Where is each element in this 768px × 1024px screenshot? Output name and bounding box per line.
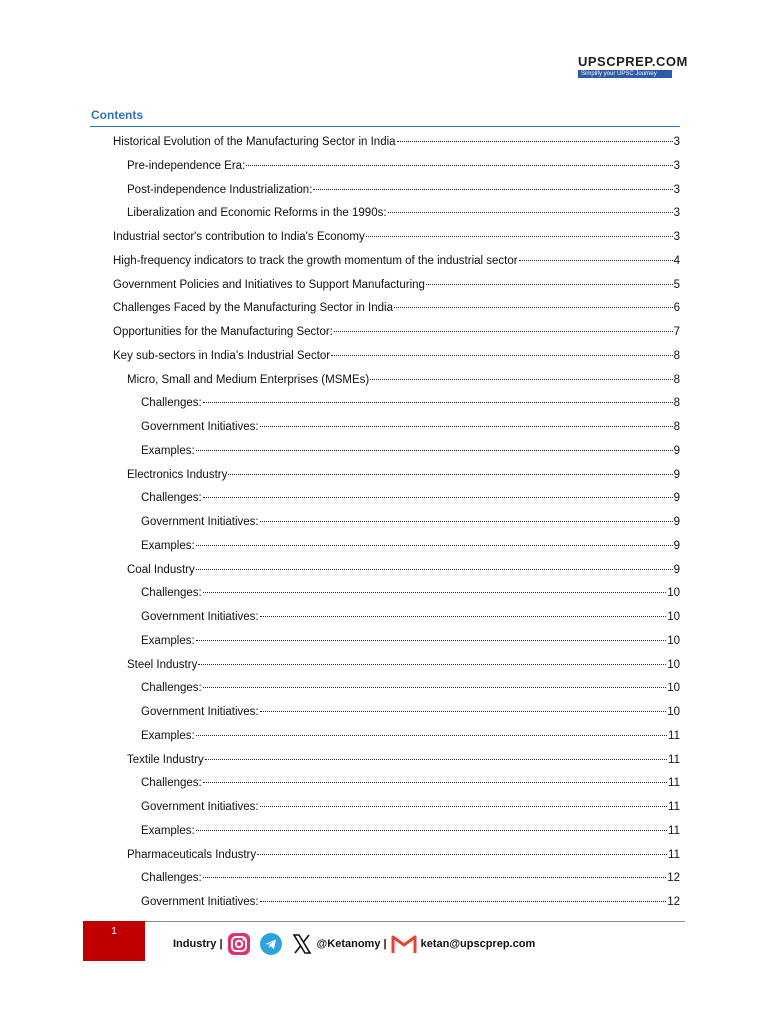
gmail-icon[interactable] [391, 933, 417, 955]
toc-entry-page: 7 [673, 326, 680, 338]
toc-entry[interactable] [113, 275, 680, 295]
toc-leader-dots [313, 189, 672, 190]
toc-entry-page: 8 [673, 373, 680, 386]
toc-entry[interactable] [141, 512, 680, 532]
toc-entry-text: Challenges: [141, 587, 202, 600]
toc-entry[interactable] [127, 370, 680, 390]
toc-entry-text: Challenges: [141, 397, 202, 410]
toc-entry-page: 5 [673, 278, 680, 291]
toc-leader-dots [426, 284, 673, 285]
toc-entry[interactable] [127, 655, 680, 675]
footer-contacts [173, 926, 535, 962]
toc-entry-text: Examples: [141, 634, 195, 647]
toc-entry-page: 10 [667, 587, 680, 600]
x-twitter-icon[interactable] [291, 933, 313, 955]
toc-entry-page: 9 [673, 444, 680, 457]
toc-entry-text: Coal Industry [127, 563, 195, 576]
toc-leader-dots [394, 307, 673, 308]
toc-entry-page: 3 [673, 159, 680, 172]
toc-entry-text: Examples: [141, 444, 195, 457]
toc-entry[interactable] [113, 298, 680, 318]
toc-entry-page: 12 [667, 896, 680, 908]
page-number: 1 [111, 926, 117, 937]
toc-entry-page: 8 [673, 421, 680, 433]
toc-entry-text: Examples: [141, 729, 195, 742]
contents-rule [90, 126, 680, 127]
toc-entry[interactable] [127, 203, 680, 223]
toc-entry[interactable] [113, 322, 680, 342]
toc-entry-text: Textile Industry [127, 753, 204, 766]
toc-leader-dots [246, 165, 672, 166]
toc-entry[interactable] [141, 702, 680, 722]
toc-entry[interactable] [113, 251, 680, 271]
toc-entry-text: Government Policies and Initiatives to Support Manufacturing [113, 278, 425, 291]
toc-entry-text: Government Initiatives: [141, 706, 259, 718]
page-number-box [83, 921, 145, 961]
toc-leader-dots [203, 687, 666, 688]
toc-leader-dots [519, 260, 673, 261]
toc-entry-page: 9 [673, 539, 680, 552]
toc-entry[interactable] [113, 346, 680, 366]
toc-entry-page: 8 [673, 397, 680, 410]
toc-leader-dots [196, 735, 667, 736]
toc-entry-page: 9 [673, 516, 680, 528]
toc-entry[interactable] [141, 678, 680, 698]
toc-leader-dots [388, 212, 673, 213]
toc-entry-page: 3 [673, 136, 680, 148]
toc-leader-dots [228, 474, 672, 475]
toc-entry-page: 10 [667, 634, 680, 647]
toc-entry-page: 11 [668, 777, 680, 790]
toc-leader-dots [196, 830, 667, 831]
toc-entry-text: Challenges Faced by the Manufacturing Sector in India [113, 302, 393, 315]
toc-entry[interactable] [127, 560, 680, 580]
toc-entry-text: Government Initiatives: [141, 516, 259, 528]
toc-leader-dots [370, 379, 672, 380]
toc-leader-dots [260, 426, 673, 427]
toc-leader-dots [260, 711, 667, 712]
toc-leader-dots [196, 545, 673, 546]
toc-entry-text: Challenges: [141, 682, 202, 695]
toc-entry-page: 3 [673, 183, 680, 196]
toc-leader-dots [198, 664, 666, 665]
toc-entry-page: 8 [673, 349, 680, 362]
toc-entry[interactable] [141, 726, 680, 746]
logo [578, 54, 688, 78]
footer-rule [145, 921, 685, 922]
toc-leader-dots [203, 782, 667, 783]
toc-entry[interactable] [141, 417, 680, 437]
toc-entry-page: 10 [667, 611, 680, 623]
toc-leader-dots [260, 901, 667, 902]
toc-leader-dots [203, 497, 673, 498]
toc-entry[interactable] [127, 750, 680, 770]
toc-entry-text: Government Initiatives: [141, 421, 259, 433]
toc-entry-text: Challenges: [141, 872, 202, 885]
toc-entry[interactable] [141, 868, 680, 888]
toc-entry-page: 9 [673, 563, 680, 576]
toc-entry-text: Key sub-sectors in India’s Industrial Sector [113, 349, 331, 362]
toc-entry-text: Historical Evolution of the Manufacturing Sector in India [113, 136, 396, 148]
toc-entry-page: 4 [673, 254, 680, 267]
toc-entry[interactable] [141, 892, 680, 912]
toc-entry-text: Examples: [141, 824, 195, 837]
toc-leader-dots [203, 402, 673, 403]
toc-entry-text: Pre-independence Era: [127, 159, 246, 172]
toc-entry[interactable] [127, 465, 680, 485]
toc-entry[interactable] [141, 488, 680, 508]
toc-leader-dots [260, 806, 667, 807]
toc-entry-page: 6 [673, 302, 680, 315]
toc-entry-text: Post-independence Industrialization: [127, 183, 313, 196]
telegram-icon[interactable] [259, 932, 283, 956]
toc-entry[interactable] [141, 607, 680, 627]
toc-leader-dots [203, 592, 666, 593]
toc-entry-text: Industrial sector's contribution to India's Economy [113, 231, 365, 243]
toc-leader-dots [331, 355, 672, 356]
toc-leader-dots [196, 640, 667, 641]
toc-leader-dots [203, 877, 666, 878]
toc-entry-page: 9 [673, 468, 680, 481]
instagram-icon[interactable] [227, 932, 251, 956]
email-address[interactable]: ketan@upscprep.com [420, 938, 536, 950]
toc-entry[interactable] [141, 631, 680, 651]
toc-entry-page: 10 [667, 706, 680, 718]
toc-leader-dots [205, 759, 667, 760]
logo-subtitle: Simplify your UPSC Journey [578, 70, 672, 78]
toc-leader-dots [334, 331, 673, 332]
toc-entry-page: 9 [673, 492, 680, 505]
toc-entry-text: Challenges: [141, 492, 202, 505]
toc-entry-page: 11 [668, 824, 680, 837]
toc-entry-page: 11 [668, 801, 680, 813]
toc-entry-page: 3 [673, 207, 680, 220]
toc-leader-dots [257, 854, 667, 855]
toc-entry-text: Challenges: [141, 777, 202, 790]
toc-entry-page: 3 [673, 231, 680, 243]
toc-entry-text: Government Initiatives: [141, 611, 259, 623]
toc-entry-text: Opportunities for the Manufacturing Sector: [113, 326, 333, 338]
toc-entry[interactable] [113, 132, 680, 152]
toc-entry-text: Electronics Industry [127, 468, 228, 481]
toc-entry[interactable] [141, 441, 680, 461]
twitter-handle[interactable]: @Ketanomy | [316, 938, 387, 950]
toc-entry-text: Government Initiatives: [141, 896, 259, 908]
toc-entry[interactable] [141, 583, 680, 603]
toc-entry-text: High-frequency indicators to track the growth momentum of the industrial sector [113, 254, 518, 267]
toc-leader-dots [260, 521, 673, 522]
toc-entry-page: 11 [668, 753, 680, 766]
toc-leader-dots [397, 141, 673, 142]
toc-entry-page: 12 [667, 872, 680, 885]
toc-entry-page: 11 [668, 848, 680, 861]
footer-section-label: Industry | [173, 938, 223, 950]
toc-entry[interactable] [127, 156, 680, 176]
contents-title: Contents [91, 108, 143, 122]
toc-leader-dots [366, 236, 673, 237]
toc-entry-page: 10 [667, 682, 680, 695]
toc-entry-text: Pharmaceuticals Industry [127, 848, 257, 861]
toc-leader-dots [196, 450, 673, 451]
toc-leader-dots [260, 616, 667, 617]
toc-entry-page: 11 [668, 729, 680, 742]
toc-entry[interactable] [141, 821, 680, 841]
toc-entry-text: Micro, Small and Medium Enterprises (MSMEs) [127, 373, 370, 386]
logo-title: UPSCPREP.COM [578, 54, 688, 69]
toc-entry[interactable] [141, 536, 680, 556]
toc-entry-text: Government Initiatives: [141, 801, 259, 813]
toc-entry[interactable] [127, 845, 680, 865]
toc-entry[interactable] [141, 393, 680, 413]
toc-entry-text: Examples: [141, 539, 195, 552]
toc-entry-text: Liberalization and Economic Reforms in the 1990s: [127, 207, 387, 220]
toc-entry[interactable] [141, 797, 680, 817]
toc-entry[interactable] [113, 227, 680, 247]
toc-leader-dots [196, 569, 673, 570]
toc-entry[interactable] [141, 773, 680, 793]
toc-entry[interactable] [127, 180, 680, 200]
toc-entry-page: 10 [667, 658, 680, 671]
toc-entry-text: Steel Industry [127, 658, 198, 671]
